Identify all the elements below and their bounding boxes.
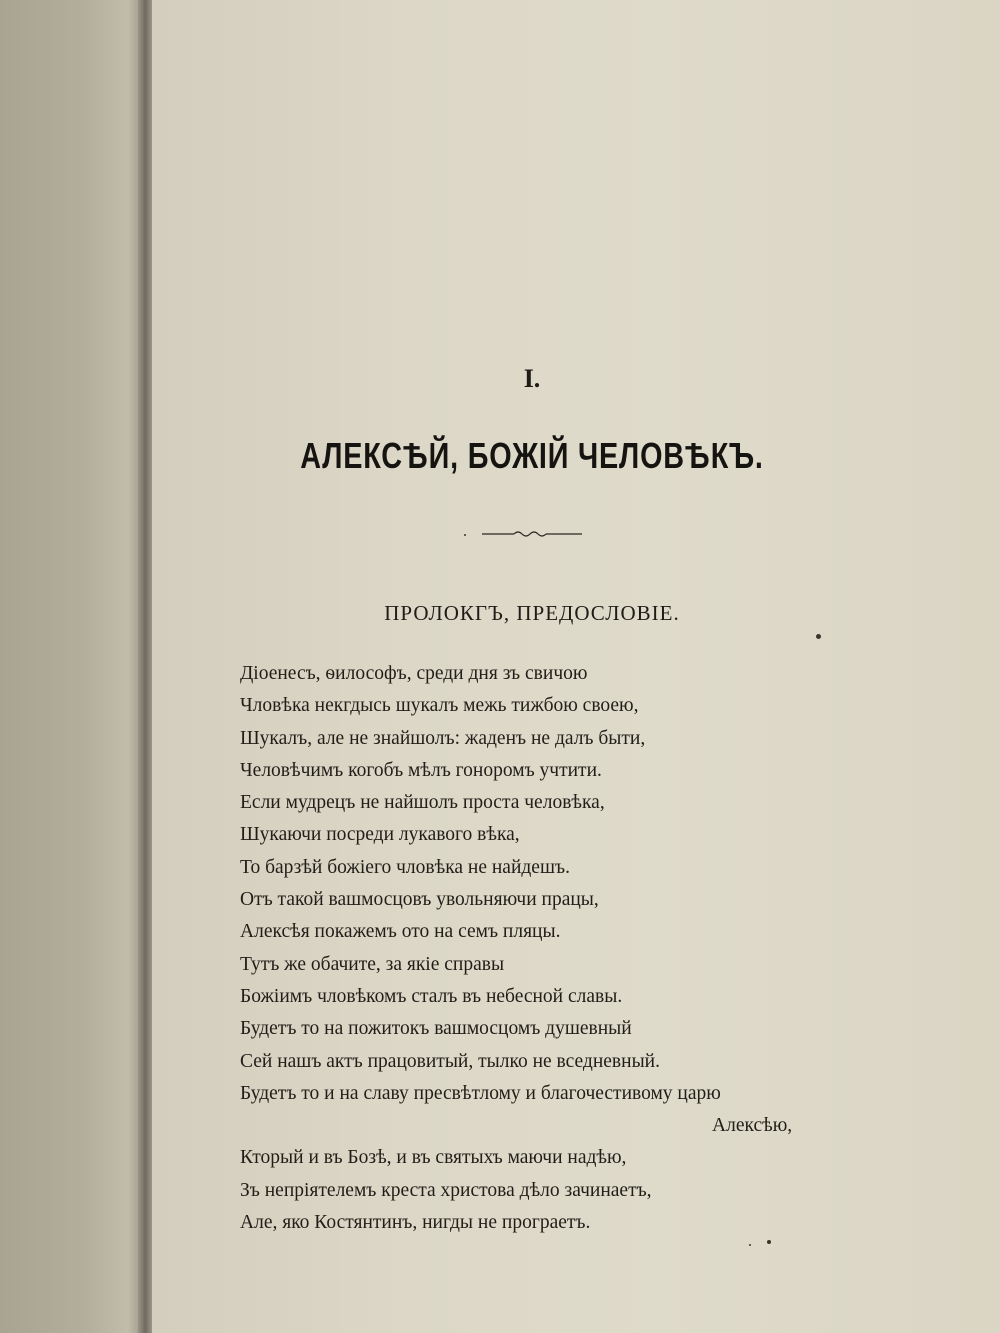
poem-line: Будетъ то на пожитокъ вашмосцомъ душевный [240,1018,632,1040]
poem-line: Сей нашъ актъ працовитый, тылко не вседневный. [240,1050,660,1072]
chapter-title: АЛЕКСѢЙ, БОЖІЙ ЧЕЛОВѢКЪ. [300,435,764,476]
paper-speck [816,634,821,639]
poem-line: Чловѣка некгдысь шукалъ межь тижбою своею, [240,695,639,717]
paper-speck [749,1244,751,1246]
poem-line: Кторый и въ Бозѣ, и въ святыхъ маючи надѣю, [240,1147,627,1169]
facing-page-edge [0,0,150,1333]
poem-line: Тутъ же обачите, за якіе справы [240,953,505,975]
paper-speck [767,1240,771,1244]
poem-line: То барзѣй божіего чловѣка не найдешъ. [240,856,570,878]
ornament-divider [482,527,582,541]
poem-line: Отъ такой вашмосцовъ увольняючи працы, [240,889,599,911]
poem-text [240,658,880,1239]
section-heading: ПРОЛОКГЪ, ПРЕДОСЛОВІЕ. [384,601,680,625]
poem-line: Будетъ то и на славу пресвѣтлому и благочестивому царю [240,1082,721,1104]
poem-line: Если мудрецъ не найшолъ проста человѣка, [240,792,605,814]
poem-line: Але, яко Костянтинъ, нигды не програетъ. [240,1212,591,1234]
poem-line: Діоенесъ, ѳилософъ, среди дня зъ свичою [240,663,588,684]
poem-line: Зъ непріятелемъ креста христова дѣло зачинаетъ, [240,1179,652,1201]
book-page [152,0,1000,1333]
poem-line-continuation: Алексѣю, [712,1115,793,1137]
poem-line: Шукалъ, але не знайшолъ: жаденъ не далъ быти, [240,727,646,749]
poem-line: Божіимъ чловѣкомъ сталъ въ небесной славы. [240,985,623,1007]
paper-speck [464,534,466,536]
poem-line: Человѣчимъ когобъ мѣлъ гоноромъ учтити. [240,759,602,781]
chapter-number: I. [523,364,541,393]
poem-line: Шукаючи посреди лукавого вѣка, [240,824,520,846]
poem-line: Алексѣя покажемъ ото на семъ пляцы. [240,921,561,943]
